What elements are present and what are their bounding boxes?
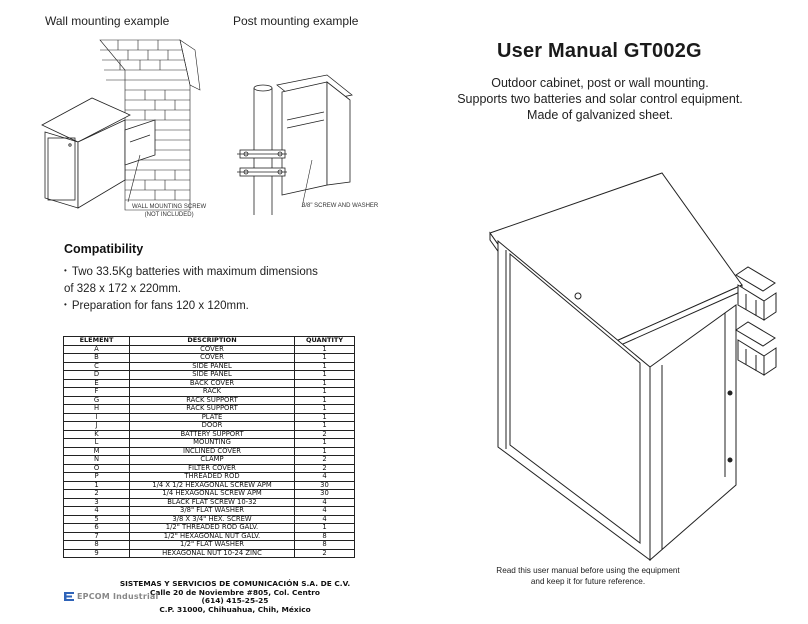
cell-description: INCLINED COVER: [130, 447, 295, 456]
cell-description: 1/2" THREADED ROD GALV.: [130, 524, 295, 533]
cell-quantity: 8: [295, 532, 355, 541]
cell-quantity: 1: [295, 354, 355, 363]
cell-description: MOUNTING: [130, 439, 295, 448]
company-name: SISTEMAS Y SERVICIOS DE COMUNICACIÓN S.A. DE C.V.: [119, 579, 351, 588]
cell-description: RACK: [130, 388, 295, 397]
header-description: DESCRIPTION: [130, 337, 295, 346]
company-city: C.P. 31000, Chihuahua, Chih, México: [159, 604, 311, 614]
table-row: [64, 362, 355, 371]
table-row: [64, 345, 355, 354]
cell-description: 1/2" HEXAGONAL NUT GALV.: [130, 532, 295, 541]
company-phone: (614) 415-25-25: [201, 596, 269, 606]
cell-quantity: 30: [295, 481, 355, 490]
page-subtitle: Outdoor cabinet, post or wall mounting. Supports two batteries and solar control equipment. Made of galvanized sheet.: [457, 76, 743, 122]
cell-element: D: [64, 371, 130, 380]
cell-element: P: [64, 473, 130, 482]
table-row: [64, 515, 355, 524]
cabinet-illustration: [480, 155, 780, 565]
cell-description: CLAMP: [130, 456, 295, 465]
cell-quantity: 4: [295, 515, 355, 524]
post-mount-illustration: [232, 70, 372, 220]
cell-quantity: 1: [295, 371, 355, 380]
table-row: [64, 371, 355, 380]
table-row: [64, 549, 355, 558]
cell-quantity: 1: [295, 379, 355, 388]
cell-element: H: [64, 405, 130, 414]
table-row: [64, 541, 355, 550]
cell-element: B: [64, 354, 130, 363]
cell-description: 3/8 X 3/4" HEX. SCREW: [130, 515, 295, 524]
cell-description: PLATE: [130, 413, 295, 422]
table-row: [64, 396, 355, 405]
table-row: [64, 405, 355, 414]
cell-quantity: 1: [295, 405, 355, 414]
cell-quantity: 1: [295, 413, 355, 422]
cell-element: F: [64, 388, 130, 397]
table-row: [64, 379, 355, 388]
cell-element: 5: [64, 515, 130, 524]
cell-element: N: [64, 456, 130, 465]
cell-element: K: [64, 430, 130, 439]
cell-description: DOOR: [130, 422, 295, 431]
header-quantity: QUANTITY: [295, 337, 355, 346]
cell-description: BATTERY SUPPORT: [130, 430, 295, 439]
wall-cabinet: [42, 98, 130, 208]
wall-callout: WALL MOUNTING SCREW (NOT INCLUDED): [132, 204, 207, 218]
company-address: Calle 20 de Noviembre #805, Col. Centro: [149, 587, 320, 597]
cell-quantity: 1: [295, 362, 355, 371]
cell-element: C: [64, 362, 130, 371]
cell-quantity: 1: [295, 422, 355, 431]
table-row: [64, 430, 355, 439]
compatibility-bullet-batteries: • Two 33.5Kg batteries with maximum dimensions of 328 x 172 x 220mm.: [64, 266, 318, 295]
cell-element: A: [64, 345, 130, 354]
cell-description: BACK COVER: [130, 379, 295, 388]
table-row: [64, 354, 355, 363]
parts-table-header: [64, 337, 355, 346]
cell-description: HEXAGONAL NUT 10-24 ZINC: [130, 549, 295, 558]
cell-description: 1/4 HEXAGONAL SCREW APM: [130, 490, 295, 499]
cell-description: 3/8" FLAT WASHER: [130, 507, 295, 516]
cell-description: RACK SUPPORT: [130, 405, 295, 414]
table-row: [64, 456, 355, 465]
cell-element: L: [64, 439, 130, 448]
cell-description: BLACK FLAT SCREW 10-32: [130, 498, 295, 507]
table-row: [64, 524, 355, 533]
cell-element: 1: [64, 481, 130, 490]
cell-quantity: 1: [295, 439, 355, 448]
cell-element: I: [64, 413, 130, 422]
cell-quantity: 4: [295, 507, 355, 516]
wall-mount-caption: Wall mounting example: [45, 14, 170, 28]
cell-description: SIDE PANEL: [130, 371, 295, 380]
cell-description: SIDE PANEL: [130, 362, 295, 371]
epcom-logo-icon: [63, 591, 75, 602]
cell-description: RACK SUPPORT: [130, 396, 295, 405]
cell-description: FILTER COVER: [130, 464, 295, 473]
cell-element: 2: [64, 490, 130, 499]
compatibility-heading: Compatibility: [64, 242, 144, 256]
table-row: [64, 490, 355, 499]
cell-description: COVER: [130, 354, 295, 363]
table-row: [64, 532, 355, 541]
cell-description: 1/4 X 1/2 HEXAGONAL SCREW APM: [130, 481, 295, 490]
mounting-bracket-top: [736, 267, 776, 320]
table-row: [64, 464, 355, 473]
cell-quantity: 2: [295, 549, 355, 558]
cell-quantity: 30: [295, 490, 355, 499]
cell-quantity: 1: [295, 524, 355, 533]
cell-element: 3: [64, 498, 130, 507]
cell-element: 6: [64, 524, 130, 533]
post-callout: 3/8" SCREW AND WASHER: [302, 203, 379, 209]
table-row: [64, 413, 355, 422]
cell-description: THREADED ROD: [130, 473, 295, 482]
table-row: [64, 388, 355, 397]
cell-quantity: 1: [295, 345, 355, 354]
manual-notice: Read this user manual before using the equipment and keep it for future reference.: [496, 566, 680, 586]
cell-quantity: 8: [295, 541, 355, 550]
cell-element: G: [64, 396, 130, 405]
compatibility-bullet-fans: • Preparation for fans 120 x 120mm.: [64, 300, 249, 312]
wall-bracket: [125, 120, 155, 165]
page-title: User Manual GT002G: [497, 40, 702, 62]
cell-quantity: 4: [295, 498, 355, 507]
cell-quantity: 1: [295, 396, 355, 405]
cell-element: 4: [64, 507, 130, 516]
table-row: [64, 507, 355, 516]
cell-quantity: 1: [295, 388, 355, 397]
cell-quantity: 2: [295, 456, 355, 465]
cell-element: E: [64, 379, 130, 388]
mounting-bracket-bottom: [736, 322, 776, 375]
table-row: [64, 473, 355, 482]
cell-element: 7: [64, 532, 130, 541]
cell-element: J: [64, 422, 130, 431]
door-lock-icon: [575, 293, 581, 299]
table-row: [64, 422, 355, 431]
post-clamps: [237, 150, 287, 176]
epcom-logo: EPCOM Industrial: [63, 591, 158, 602]
table-row: [64, 498, 355, 507]
cell-quantity: 1: [295, 447, 355, 456]
post-cabinet: [277, 75, 352, 195]
cell-description: COVER: [130, 345, 295, 354]
table-row: [64, 447, 355, 456]
cell-element: 8: [64, 541, 130, 550]
cell-quantity: 2: [295, 464, 355, 473]
cell-quantity: 2: [295, 430, 355, 439]
post-mount-caption: Post mounting example: [233, 14, 359, 28]
cabinet-side: [650, 305, 736, 560]
cell-description: 1/2" FLAT WASHER: [130, 541, 295, 550]
cell-quantity: 4: [295, 473, 355, 482]
cell-element: M: [64, 447, 130, 456]
parts-table: [63, 336, 355, 558]
cell-element: O: [64, 464, 130, 473]
table-row: [64, 481, 355, 490]
header-element: ELEMENT: [64, 337, 130, 346]
cell-element: 9: [64, 549, 130, 558]
table-row: [64, 439, 355, 448]
